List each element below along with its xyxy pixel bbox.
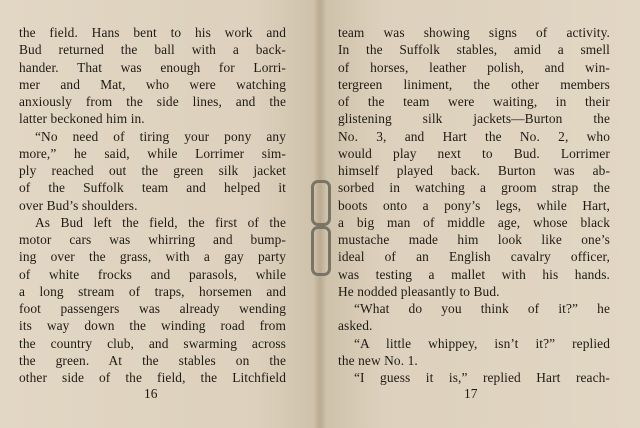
- text-line: of the team were waiting, in their: [338, 94, 610, 109]
- text-line: As Bud left the field, the first of the: [35, 214, 286, 230]
- text-line: ply reached out the green silk jacket: [19, 163, 286, 178]
- text-line: over Bud’s shoulders.: [19, 197, 138, 213]
- text-line: latter beckoned him in.: [19, 111, 145, 127]
- text-line: “What do you think of it?” he: [354, 301, 610, 316]
- text-line: its way down the winding road from: [19, 318, 286, 334]
- left-page: [0, 0, 318, 428]
- text-line: mer and Mat, who were watching: [19, 76, 286, 92]
- text-line: team was showing signs of activity.: [338, 25, 610, 40]
- left-page-text: [19, 24, 286, 386]
- staple-icon: [311, 226, 331, 276]
- text-line: No. 3, and Hart the No. 2, who: [338, 128, 610, 144]
- text-line: “No need of tiring your pony any: [35, 128, 286, 144]
- text-line: asked.: [338, 318, 373, 334]
- text-line: ideal of an English cavalry officer,: [338, 249, 610, 265]
- text-line: In the Suffolk stables, amid a smell: [338, 42, 610, 58]
- text-line: foot passengers was already wending: [19, 301, 286, 316]
- text-line: more,” he said, while Lorrimer sim-: [19, 145, 286, 161]
- text-line: “I guess it is,” replied Hart reach-: [354, 370, 610, 385]
- text-line: sorbed in watching a groom strap the: [338, 180, 610, 196]
- text-line: of horses, leather polish, and win-: [338, 59, 610, 75]
- text-line: motor cars was whirring and bump-: [19, 232, 286, 247]
- text-line: the new No. 1.: [338, 352, 418, 368]
- text-line: was testing a mallet with his hands.: [338, 266, 610, 282]
- page-number: 16: [144, 386, 158, 401]
- text-line: “A little whippey, isn’t it?” replied: [354, 335, 610, 351]
- text-line: Bud returned the ball with a back-: [19, 42, 286, 58]
- text-line: glistening silk jackets—Burton the: [338, 111, 610, 127]
- text-line: of the Suffolk team and helped it: [19, 180, 286, 196]
- text-line: would play next to Bud. Lorrimer: [338, 145, 610, 161]
- text-line: the field. Hans bent to his work and: [19, 25, 286, 40]
- text-line: the green. At the stables on the: [19, 352, 286, 368]
- text-line: hander. That was enough for Lorri-: [19, 59, 286, 75]
- text-line: of white frocks and parasols, while: [19, 266, 286, 282]
- text-line: tergreen liniment, the other members: [338, 76, 610, 92]
- text-line: anxiously from the side lines, and the: [19, 94, 286, 109]
- text-line: a long stream of traps, horsemen and: [19, 283, 286, 299]
- page-number: 17: [464, 386, 478, 401]
- text-line: a big man of middle age, whose black: [338, 214, 610, 230]
- right-page-text: [338, 24, 610, 386]
- text-line: He nodded pleasantly to Bud.: [338, 283, 500, 299]
- text-line: ing over the grass, with a gay party: [19, 249, 286, 265]
- text-line: the country club, and swarming across: [19, 335, 286, 351]
- text-line: mustache made him look like one’s: [338, 232, 610, 247]
- text-line: boots onto a pony’s legs, while Hart,: [338, 197, 610, 213]
- staple-icon: [311, 180, 331, 226]
- text-line: other side of the field, the Litchfield: [19, 370, 286, 385]
- right-page: [322, 0, 640, 428]
- text-line: himself played back. Burton was ab-: [338, 163, 610, 178]
